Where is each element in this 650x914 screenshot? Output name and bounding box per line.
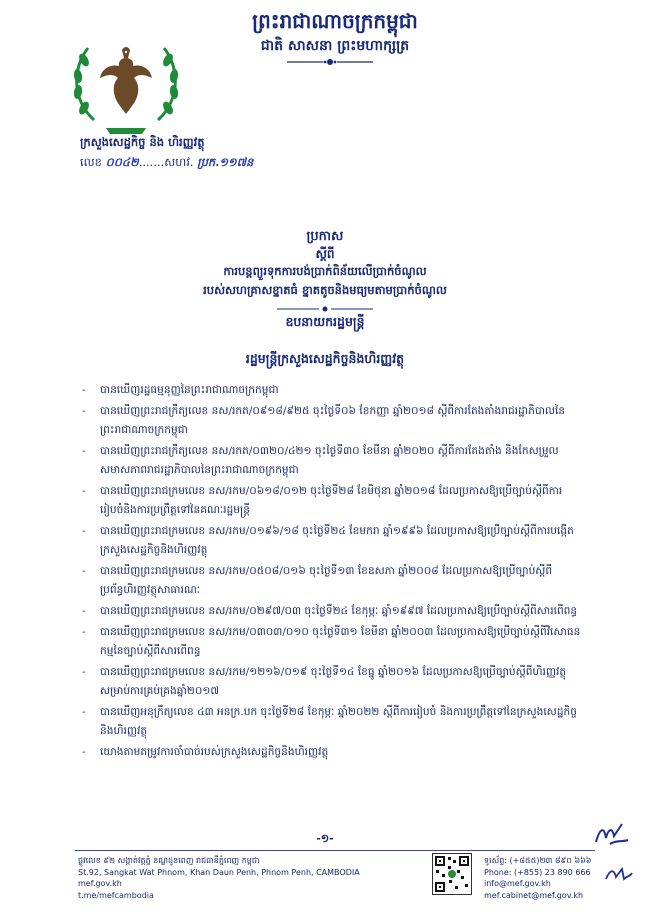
footer-email-cabinet-link[interactable]: mef.cabinet@mef.gov.kh <box>484 890 584 900</box>
regarding-label: ស្តីពី <box>315 247 335 261</box>
footer-address-kh: ផ្លូវលេខ ៩២ សង្កាត់វត្តភ្នំ ខណ្ឌដូនពេញ រាជធានីភ្នំពេញ កម្ពុជា <box>78 856 260 865</box>
ref-prefix: លេខ <box>80 155 102 169</box>
footer-telegram-link[interactable]: t.me/mefcambodia <box>78 890 154 900</box>
list-item: - បានឃើញព្រះរាជក្រឹត្យលេខ នស/រកត/០៣២០/៤២១ ចុះថ្ងៃទី៣០ ខែមីនា ឆ្នាំ២០២០ ស្តីពីការតែងតាំង និងកែសម្រួលសមាសភាពរាជរដ្ឋាភិបាលនៃព្រះរាជាណាចក្រកម្ពុជា <box>82 445 559 476</box>
footer-phone-kh: ទូរស័ព្ទ: (+៨៥៥)២៣ ៨៩០ ៦៦៦ <box>484 856 592 865</box>
subject-line-1: ការបន្តព្យួរទុកការបង់ប្រាក់ពិន័យលើប្រាក់ចំណូល <box>223 264 427 278</box>
page-number: -១- <box>316 832 334 845</box>
list-item: - បានឃើញអនុក្រឹត្យលេខ ៤៣ អនក្រ.បក ចុះថ្ងៃទី២៨ ខែកុម្ភៈ ឆ្នាំ២០២២ ស្តីពីការរៀបចំ និងការប្រព្រឹត្តទៅនៃក្រសួងសេដ្ឋកិច្ចនិងហិរញ្ញវត្ថុ <box>82 706 577 737</box>
initial-signature-icon <box>592 820 632 850</box>
deputy-prime-minister-title: ឧបនាយករដ្ឋមន្ត្រី <box>285 314 365 329</box>
ref-suffix: សហវ. <box>164 155 194 169</box>
footer-email-info-link[interactable]: info@mef.gov.kh <box>484 879 551 888</box>
list-item: - បានឃើញព្រះរាជក្រមលេខ នស/រកម/០៦១៨/០១២ ចុះថ្ងៃទី២៨ ខែមិថុនា ឆ្នាំ២០១៨ ដែលប្រកាសឱ្យប្រើច្បាប់ស្តីពីការរៀបចំនិងការប្រព្រឹត្តទៅនៃគណៈរដ្ឋមន្ត្រី <box>82 485 563 516</box>
footer-website-link[interactable]: mef.gov.kh <box>78 879 122 888</box>
reference-number <box>80 155 253 172</box>
list-item: - បានឃើញព្រះរាជក្រឹត្យលេខ នស/រកត/០៩១៨/៩២៥ ចុះថ្ងៃទី០៦ ខែកញ្ញា ឆ្នាំ២០១៨ ស្តីពីការតែងតាំងរាជរដ្ឋាភិបាលនៃព្រះរាជាណាចក្រកម្ពុជា <box>82 405 566 436</box>
footer-initial-signature-icon <box>604 865 634 885</box>
list-item: - បានឃើញព្រះរាជក្រមលេខ នស/រកម/១២១៦/០១៩ ចុះថ្ងៃទី១៤ ខែធ្នូ ឆ្នាំ២០១៦ ដែលប្រកាសឱ្យប្រើច្បាប់ស្តីពីហិរញ្ញវត្ថុសម្រាប់ការគ្រប់គ្រងឆ្នាំ២០១៧ <box>82 666 567 697</box>
kingdom-heading: ព្រះរាជាណាចក្រកម្ពុជា <box>252 9 418 33</box>
ref-number: ០០៤២ <box>105 155 139 169</box>
list-item: - យោងតាមតម្រូវការចាំបាច់របស់ក្រសួងសេដ្ឋកិច្ចនិងហិរញ្ញវត្ថុ <box>82 746 329 758</box>
list-item: - បានឃើញព្រះរាជក្រមលេខ នស/រកម/០២៩៧/០៣ ចុះថ្ងៃទី២៤ ខែកុម្ភៈ ឆ្នាំ១៩៩៧ ដែលប្រកាសឱ្យប្រើច្បាប់ស្តីពីសារពើពន្ធ <box>82 605 578 617</box>
motto-ornament-icon <box>285 57 375 67</box>
ref-handwritten: ប្រក.១១៧ន <box>197 155 254 169</box>
title-divider-ornament-icon <box>275 305 375 313</box>
subject-line-2: របស់សហគ្រាសខ្នាតធំ ខ្នាតតូចនិងមធ្យមតាមប្រាក់ចំណូល <box>203 283 447 297</box>
list-item: - បានឃើញព្រះរាជក្រមលេខ នស/រកម/០១៩៦/១៨ ចុះថ្ងៃទី២៤ ខែមករា ឆ្នាំ១៩៩៦ ដែលប្រកាសឱ្យប្រើច្បាប់ស្តីពីការបង្កើតក្រសួងសេដ្ឋកិច្ចនិងហិរញ្ញវត្ថុ <box>82 525 574 556</box>
list-item: - បានឃើញព្រះរាជក្រមលេខ នស/រកម/០៥០៨/០១៦ ចុះថ្ងៃទី១៣ ខែឧសភា ឆ្នាំ២០០៨ ដែលប្រកាសឱ្យប្រើច្បាប់ស្តីពីប្រព័ន្ធហិរញ្ញវត្ថុសាធារណៈ <box>82 565 553 596</box>
footer-divider <box>75 850 595 851</box>
footer-phone-en: Phone: (+855) 23 890 666 <box>484 867 591 877</box>
legal-basis-list <box>82 381 582 764</box>
document-type-title: ប្រកាស <box>306 229 344 244</box>
minister-title: រដ្ឋមន្ត្រីក្រសួងសេដ្ឋកិច្ចនិងហិរញ្ញវត្ថុ <box>245 351 405 366</box>
ref-dots: ....... <box>138 155 165 169</box>
footer-address-block <box>78 855 360 901</box>
ministry-name: ក្រសួងសេដ្ឋកិច្ច និង ហិរញ្ញវត្ថុ <box>80 135 205 149</box>
qr-code-icon <box>432 853 472 895</box>
footer-contact-block <box>484 855 591 901</box>
list-item: - បានឃើញព្រះរាជក្រមលេខ នស/រកម/០៣០៣/០១០ ចុះថ្ងៃទី៣១ ខែមីនា ឆ្នាំ២០០៣ ដែលប្រកាសឱ្យប្រើច្បាប់ស្តីពីវិសោធនកម្មនៃច្បាប់ស្តីពីសារពើពន្ធ <box>82 626 581 657</box>
national-motto: ជាតិ សាសនា ព្រះមហាក្សត្រ <box>260 38 410 54</box>
list-item: - បានឃើញរដ្ឋធម្មនុញ្ញនៃព្រះរាជាណាចក្រកម្ពុជា <box>82 384 279 396</box>
footer-address-en: St.92, Sangkat Wat Phnom, Khan Daun Penh, Phnom Penh, CAMBODIA <box>78 867 360 877</box>
ministry-emblem-logo <box>66 28 186 140</box>
